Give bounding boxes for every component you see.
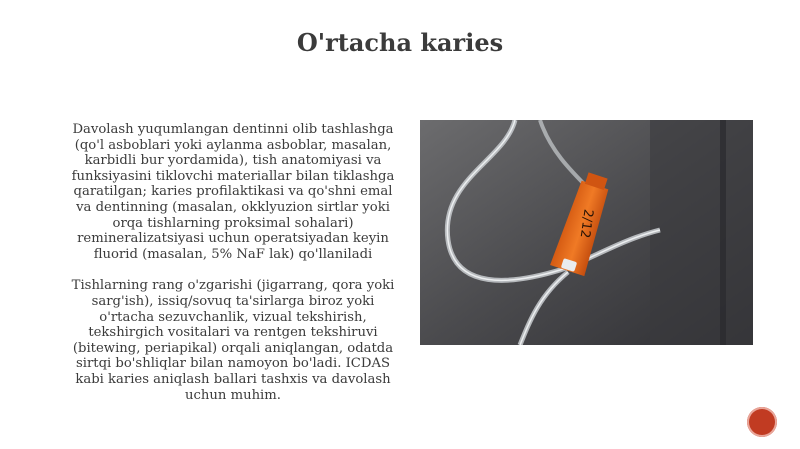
paragraph-diagnosis: Tishlarning rang o'zgarishi (jigarrang, qora yoki sarg'ish), issiq/sovuq ta'sirlarga biroz yoki o'rtacha sezuvchanlik, vizual tekshirish, tekshirgich vositalari va rentgen tekshiruvi (bitewing, periapikal) orqali aniqlangan, odatda sirtqi bo'shliqlar bilan namoyon bo'ladi. ICDAS kabi karies aniqlash ballari tashxis va davolash uchun muhim. bbox=[71, 278, 395, 403]
slide-body bbox=[54, 122, 412, 403]
paragraph-treatment: Davolash yuqumlangan dentinni olib tashlashga (qo'l asboblari yoki aylanma asboblar, masalan, karbidli bur yordamida), tish anatomiyasi va funksiyasini tiklovchi materiallar bilan tiklashga qaratilgan; karies profilaktikasi va qo'shni emal va dentinning (masalan, okklyuzion sirtlar yoki orqa tishlarning proksimal sohalari) remineralizatsiyasi uchun operatsiyadan keyin fluorid (masalan, 5% NaF lak) qo'llaniladi bbox=[71, 122, 395, 262]
tube-photo-illustration bbox=[420, 120, 753, 345]
slide-title: O'rtacha karies bbox=[296, 28, 504, 57]
connector-label: 2/12 bbox=[576, 208, 596, 240]
next-slide-button[interactable] bbox=[747, 407, 777, 437]
slide-photo bbox=[420, 120, 753, 345]
